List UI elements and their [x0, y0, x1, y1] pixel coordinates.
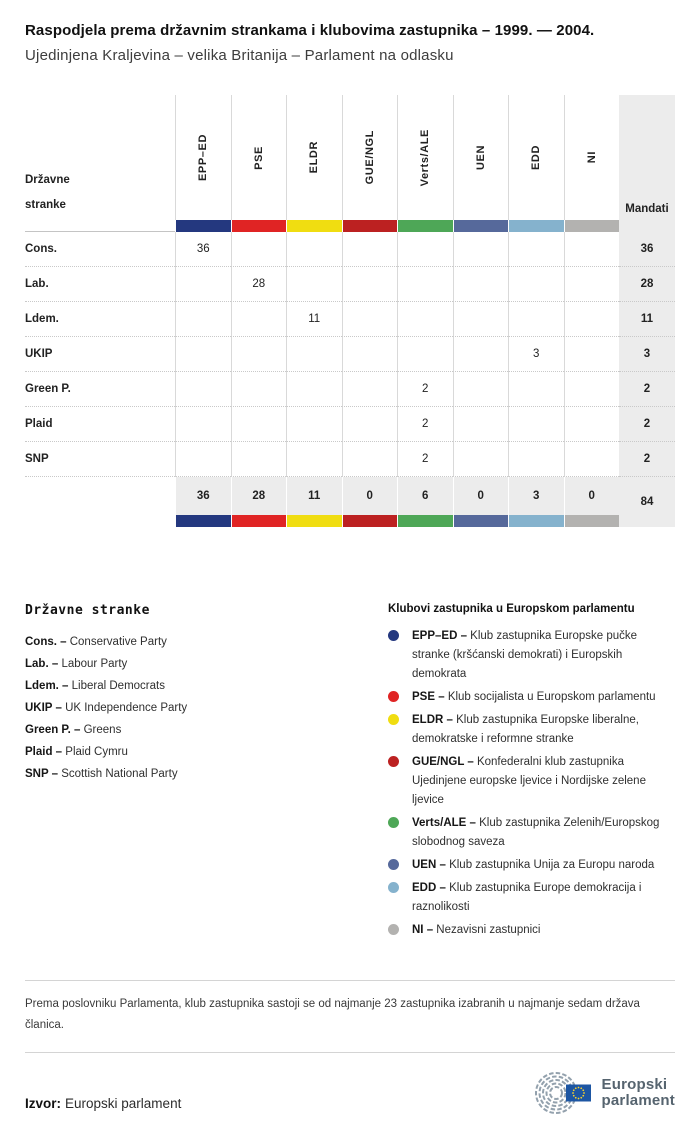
seat-cell-EDD	[508, 372, 564, 407]
seat-cell-mandati: 11	[619, 302, 675, 337]
group-color-dot	[388, 691, 399, 702]
group-color-bar-bottom-ELDR	[286, 515, 342, 527]
group-legend-item	[388, 879, 675, 917]
group-legend-text: Verts/ALE – Klub zastupnika Zelenih/Europskog slobodnog saveza	[412, 817, 660, 848]
group-legend-item	[388, 814, 675, 852]
seat-cell-NI	[564, 232, 620, 267]
party-row-label: UKIP	[25, 337, 175, 372]
totals-row-spacer	[25, 477, 175, 515]
seat-cell-UEN	[453, 337, 509, 372]
logo-text	[602, 1077, 676, 1109]
column-total-UEN: 0	[453, 477, 509, 515]
seat-cell-mandati: 36	[619, 232, 675, 267]
seat-cell-NI	[564, 337, 620, 372]
page-subtitle: Ujedinjena Kraljevina – velika Britanija – Parlament na odlasku	[25, 47, 454, 64]
group-legend-items	[388, 627, 675, 940]
seat-cell-NI	[564, 442, 620, 477]
legends	[25, 603, 675, 944]
group-legend-text: ELDR – Klub zastupnika Europske liberalne, demokratske i reformne stranke	[412, 714, 639, 745]
group-legend-item	[388, 753, 675, 810]
party-legend-item: Green P. – Greens	[25, 724, 122, 736]
party-legend-item: Lab. – Labour Party	[25, 658, 128, 670]
group-color-bar-ELDR	[286, 220, 342, 232]
seat-cell-EPP–ED	[175, 372, 231, 407]
column-total-EDD: 3	[508, 477, 564, 515]
column-header-mandati: Mandati	[619, 95, 675, 232]
seat-cell-EPP–ED: 36	[175, 232, 231, 267]
seat-cell-UEN	[453, 372, 509, 407]
seat-cell-GUE/NGL	[342, 407, 398, 442]
party-legend-items	[25, 631, 388, 785]
seat-cell-mandati: 3	[619, 337, 675, 372]
column-total-EPP–ED: 36	[175, 477, 231, 515]
group-color-bar-PSE	[231, 220, 287, 232]
seat-cell-ELDR	[286, 407, 342, 442]
column-total-NI: 0	[564, 477, 620, 515]
group-legend-item	[388, 688, 675, 707]
seat-cell-UEN	[453, 302, 509, 337]
seat-cell-EPP–ED	[175, 267, 231, 302]
seat-cell-Verts/ALE: 2	[397, 442, 453, 477]
column-header-PSE: PSE	[231, 95, 287, 220]
seat-cell-ELDR	[286, 442, 342, 477]
seat-cell-ELDR	[286, 337, 342, 372]
seat-cell-ELDR	[286, 267, 342, 302]
seat-cell-GUE/NGL	[342, 337, 398, 372]
seat-cell-EDD	[508, 442, 564, 477]
party-row-label: Plaid	[25, 407, 175, 442]
seat-cell-mandati: 2	[619, 442, 675, 477]
group-color-dot	[388, 924, 399, 935]
group-color-bar-Verts/ALE	[397, 220, 453, 232]
seat-cell-EDD	[508, 267, 564, 302]
seat-cell-EPP–ED	[175, 302, 231, 337]
party-legend-heading: Državne stranke	[25, 603, 150, 618]
footnote: Prema poslovniku Parlamenta, klub zastupnika sastoji se od najmanje 23 zastupnika izabranih u najmanje sedam država članica.	[25, 980, 675, 1052]
seat-cell-PSE	[231, 337, 287, 372]
group-color-dot	[388, 859, 399, 870]
column-header-UEN: UEN	[453, 95, 509, 220]
seat-cell-EDD: 3	[508, 337, 564, 372]
seat-cell-EPP–ED	[175, 407, 231, 442]
seat-cell-PSE	[231, 302, 287, 337]
group-color-bar-EDD	[508, 220, 564, 232]
party-legend-item: Cons. – Conservative Party	[25, 636, 167, 648]
page-title: Raspodjela prema državnim strankama i klubovima zastupnika – 1999. — 2004.	[25, 22, 595, 39]
group-legend-text: NI – Nezavisni zastupnici	[412, 924, 541, 936]
group-color-bar-bottom-EPP–ED	[175, 515, 231, 527]
seat-cell-UEN	[453, 407, 509, 442]
seat-cell-GUE/NGL	[342, 232, 398, 267]
group-color-bar-GUE/NGL	[342, 220, 398, 232]
seat-cell-GUE/NGL	[342, 442, 398, 477]
header-underline	[25, 220, 175, 232]
seat-cell-ELDR	[286, 372, 342, 407]
seat-cell-UEN	[453, 442, 509, 477]
party-row-label: Cons.	[25, 232, 175, 267]
seat-cell-EDD	[508, 232, 564, 267]
group-legend-item	[388, 856, 675, 875]
group-color-bar-bottom-NI	[564, 515, 620, 527]
seat-cell-NI	[564, 407, 620, 442]
seat-cell-ELDR	[286, 232, 342, 267]
column-total-Verts/ALE: 6	[397, 477, 453, 515]
seat-cell-PSE	[231, 372, 287, 407]
group-legend-text: PSE – Klub socijalista u Europskom parlamentu	[412, 691, 656, 703]
seat-cell-PSE	[231, 232, 287, 267]
party-legend-item: Plaid – Plaid Cymru	[25, 746, 128, 758]
group-legend-text: EDD – Klub zastupnika Europe demokracija i raznolikosti	[412, 882, 642, 913]
seat-cell-EDD	[508, 302, 564, 337]
seat-cell-mandati: 28	[619, 267, 675, 302]
footer	[25, 1052, 675, 1135]
logo-line1: Europski	[601, 1075, 668, 1093]
row-header-label: Državne stranke	[25, 174, 70, 211]
source-value: Europski parlament	[65, 1095, 182, 1111]
group-legend-item	[388, 627, 675, 684]
group-color-bar-bottom-PSE	[231, 515, 287, 527]
party-row-label: Ldem.	[25, 302, 175, 337]
seat-cell-Verts/ALE	[397, 232, 453, 267]
seat-cell-mandati: 2	[619, 407, 675, 442]
group-legend	[388, 603, 675, 944]
grand-total: 84	[619, 477, 675, 527]
infographic-page	[25, 0, 675, 1135]
seat-cell-Verts/ALE	[397, 302, 453, 337]
column-header-Verts/ALE: Verts/ALE	[397, 95, 453, 220]
group-color-dot	[388, 630, 399, 641]
seat-cell-UEN	[453, 267, 509, 302]
seat-cell-Verts/ALE	[397, 337, 453, 372]
source-label: Izvor:	[25, 1095, 62, 1111]
group-color-dot	[388, 882, 399, 893]
party-row-label: SNP	[25, 442, 175, 477]
seat-cell-GUE/NGL	[342, 267, 398, 302]
logo-line2: parlament	[601, 1091, 675, 1109]
column-header-GUE/NGL: GUE/NGL	[342, 95, 398, 220]
seat-cell-EPP–ED	[175, 337, 231, 372]
group-legend-item	[388, 921, 675, 940]
europski-parlament-logo	[528, 1069, 676, 1117]
group-legend-text: UEN – Klub zastupnika Unija za Europu naroda	[412, 859, 655, 871]
group-color-bar-bottom-GUE/NGL	[342, 515, 398, 527]
seat-cell-GUE/NGL	[342, 372, 398, 407]
seat-cell-PSE	[231, 442, 287, 477]
group-color-dot	[388, 756, 399, 767]
column-header-EDD: EDD	[508, 95, 564, 220]
seat-cell-Verts/ALE: 2	[397, 407, 453, 442]
column-total-ELDR: 11	[286, 477, 342, 515]
hemicycle-flag-icon	[528, 1069, 594, 1117]
seat-cell-GUE/NGL	[342, 302, 398, 337]
group-color-dot	[388, 817, 399, 828]
column-header-ELDR: ELDR	[286, 95, 342, 220]
group-legend-item	[388, 711, 675, 749]
group-legend-heading: Klubovi zastupnika u Europskom parlamentu	[388, 603, 635, 615]
seat-cell-EPP–ED	[175, 442, 231, 477]
column-header-NI: NI	[564, 95, 620, 220]
column-header-EPP–ED: EPP–ED	[175, 95, 231, 220]
seats-table	[25, 95, 675, 527]
source	[25, 1096, 181, 1117]
group-color-bar-bottom-Verts/ALE	[397, 515, 453, 527]
seat-cell-PSE	[231, 407, 287, 442]
seat-cell-Verts/ALE	[397, 267, 453, 302]
group-color-bar-NI	[564, 220, 620, 232]
footer-bar-spacer	[25, 515, 175, 527]
column-total-PSE: 28	[231, 477, 287, 515]
party-legend-item: UKIP – UK Independence Party	[25, 702, 188, 714]
seat-cell-UEN	[453, 232, 509, 267]
group-color-bar-UEN	[453, 220, 509, 232]
group-color-bar-EPP–ED	[175, 220, 231, 232]
seat-cell-NI	[564, 372, 620, 407]
party-row-label: Lab.	[25, 267, 175, 302]
party-legend-item: Ldem. – Liberal Democrats	[25, 680, 165, 692]
group-legend-text: GUE/NGL – Konfederalni klub zastupnika Ujedinjene europske ljevice i Nordijske zelene ljevice	[412, 756, 646, 806]
seat-cell-PSE: 28	[231, 267, 287, 302]
group-color-bar-bottom-EDD	[508, 515, 564, 527]
seat-cell-ELDR: 11	[286, 302, 342, 337]
column-total-GUE/NGL: 0	[342, 477, 398, 515]
seat-cell-NI	[564, 267, 620, 302]
group-color-dot	[388, 714, 399, 725]
party-row-label: Green P.	[25, 372, 175, 407]
group-color-bar-bottom-UEN	[453, 515, 509, 527]
seat-cell-mandati: 2	[619, 372, 675, 407]
party-legend	[25, 603, 388, 944]
seat-cell-EDD	[508, 407, 564, 442]
party-legend-item: SNP – Scottish National Party	[25, 768, 178, 780]
seat-cell-NI	[564, 302, 620, 337]
seat-cell-Verts/ALE: 2	[397, 372, 453, 407]
group-legend-text: EPP–ED – Klub zastupnika Europske pučke stranke (kršćanski demokrati) i Europskih demokrata	[412, 630, 638, 680]
